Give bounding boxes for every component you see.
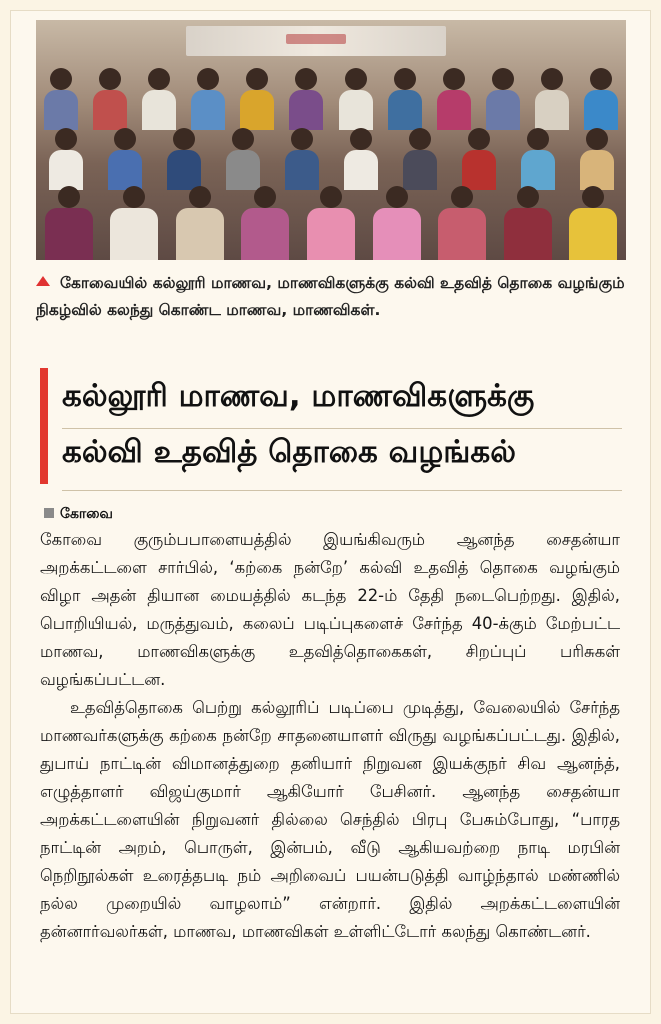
headline-rule-2 <box>62 490 622 491</box>
paragraph-2: உதவித்தொகை பெற்று கல்லூரிப் படிப்பை முடித்து, வேலையில் சேர்ந்த மாணவர்களுக்கு கற்கை நன்றே சாதனையாளர் விருது வழங்கப்பட்டது. இதில், துபாய் நாட்டின் விமானத்துறை தனியார் நிறுவன இயக்குநர் சிவ ஆனந்த், எழுத்தாளர் விஜய்குமார் ஆகியோர் பேசினர். ஆனந்த சைதன்யா அறக்கட்டளையின் நிறுவனர் தில்லை செந்தில் பிரபு பேசும்போது, “பாரத நாட்டின் அறம், பொருள், இன்பம், வீடு ஆகியவற்றை நாடி மரபின் நெறிநூல்கள் உரைத்தபடி நம் அறிவைப் பயன்படுத்தி வாழ்ந்தால் மண்ணில் நல்ல முறையில் வாழலாம்” என்றார். இதில் அறக்கட்டளையின் தன்னார்வலர்கள், மாணவ, மாணவிகள் உள்ளிட்டோர் கலந்து கொண்டனர். <box>40 698 620 941</box>
dateline: கோவை <box>44 506 113 524</box>
paragraph-1: கோவை குரும்பபாளையத்தில் இயங்கிவரும் ஆனந்த சைதன்யா அறக்கட்டளை சார்பில், ‘கற்கை நன்றே’ கல்வி உதவித் தொகை வழங்கும் விழா அதன் தியான மையத்தில் கடந்த 22-ம் தேதி நடைபெற்றது. இதில், பொறியியல், மருத்துவம், கலைப் படிப்புகளைச் சேர்ந்த 40-க்கும் மேற்பட்ட மாணவ, மாணவிகளுக்கு உதவித்தொகைகள், சிறப்புப் பரிசுகள் வழங்கப்பட்டன. <box>40 530 620 689</box>
photo-middle-row <box>36 128 626 190</box>
headline <box>62 368 622 480</box>
photo-caption: கோவையில் கல்லூரி மாணவ, மாணவிகளுக்கு கல்வி உதவித் தொகை வழங்கும் நிகழ்வில் கலந்து கொண்ட மாணவ, மாணவிகள். <box>36 274 625 319</box>
caption-triangle-icon <box>36 276 50 286</box>
article-body <box>40 526 620 946</box>
photo-back-row <box>36 68 626 130</box>
event-banner <box>186 26 446 56</box>
headline-rule-1 <box>62 428 622 429</box>
headline-line-1: கல்லூரி மாணவ, மாணவிகளுக்கு <box>62 378 535 414</box>
photo-front-row <box>36 186 626 260</box>
headline-accent-bar <box>40 368 48 484</box>
headline-line-2: கல்வி உதவித் தொகை வழங்கல் <box>62 434 516 470</box>
dateline-square-icon <box>44 508 54 518</box>
group-photo <box>36 20 626 260</box>
